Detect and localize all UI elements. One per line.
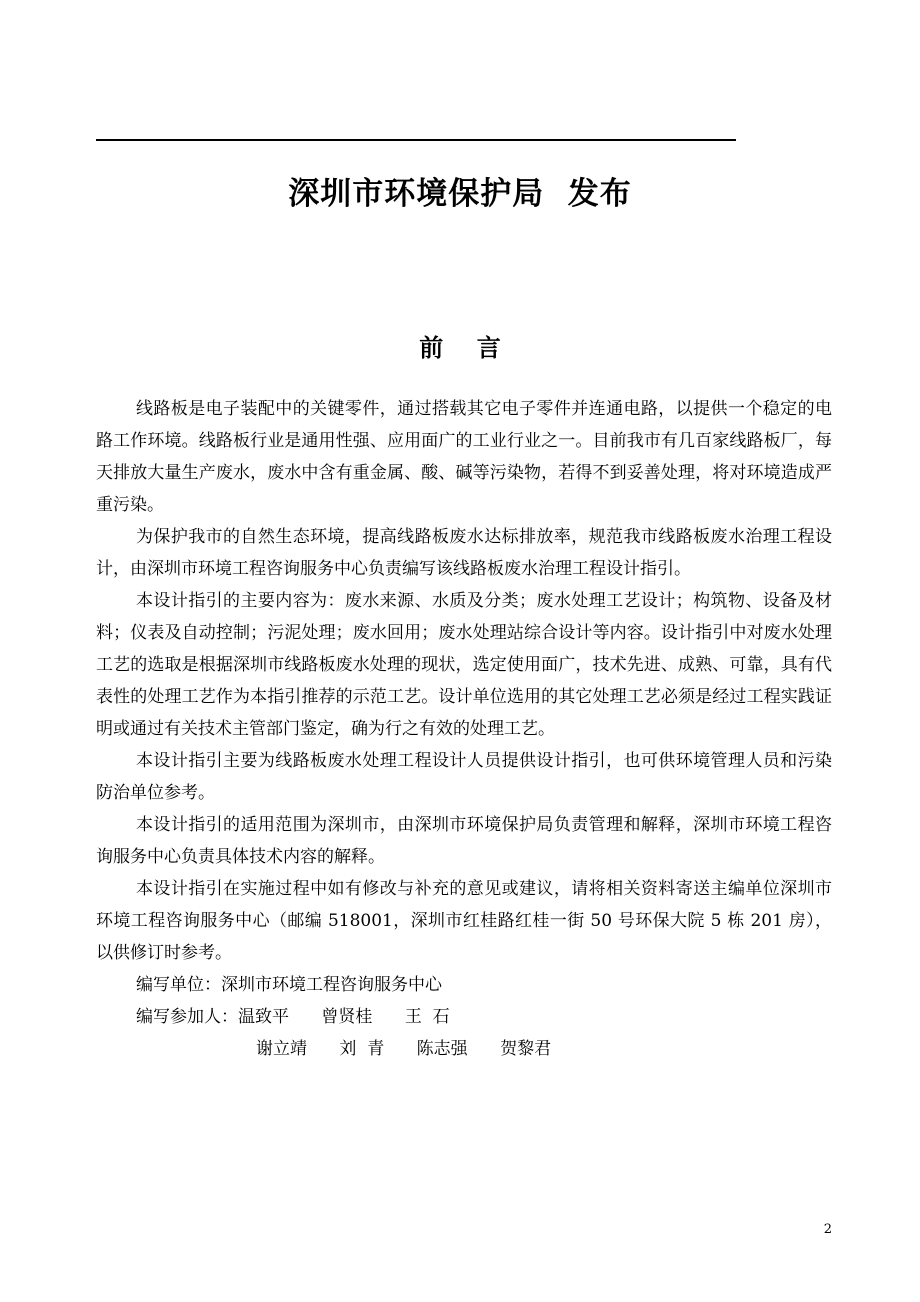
section-heading: 前 言: [419, 334, 501, 362]
document-body: [96, 393, 832, 1065]
page-number: 2: [823, 1222, 832, 1237]
compiler-line: 编写单位：深圳市环境工程咨询服务中心: [136, 975, 442, 995]
paragraph: 本设计指引的主要内容为：废水来源、水质及分类；废水处理工艺设计；构筑物、设备及材料；仪表及自动控制；污泥处理；废水回用；废水处理站综合设计等内容。设计指引中对废水处理工艺的选取是根据深圳市线路板废水处理的现状，选定使用面广，技术先进、成熟、可靠，具有代表性的处理工艺作为本指引推荐的示范工艺。设计单位选用的其它处理工艺必须是经过工程实践证明或通过有关技术主管部门鉴定，确为行之有效的处理工艺。: [96, 591, 832, 739]
header-rule: [96, 139, 736, 141]
publisher-line: 深圳市环境保护局 发布: [288, 176, 632, 212]
paragraph: 本设计指引主要为线路板废水处理工程设计人员提供设计指引，也可供环境管理人员和污染防治单位参考。: [96, 751, 832, 803]
participants-line: 谢立靖 刘 青 陈志强 贺黎君: [256, 1039, 552, 1059]
paragraph: 本设计指引的适用范围为深圳市，由深圳市环境保护局负责管理和解释，深圳市环境工程咨询服务中心负责具体技术内容的解释。: [96, 815, 832, 867]
paragraph: 本设计指引在实施过程中如有修改与补充的意见或建议，请将相关资料寄送主编单位深圳市环境工程咨询服务中心（邮编 518001，深圳市红桂路红桂一街 50 号环保大院 5 栋 201 房），以供修订时参考。: [96, 879, 832, 963]
participants-line: 编写参加人：温致平 曾贤桂 王 石: [136, 1007, 450, 1027]
paragraph: 为保护我市的自然生态环境，提高线路板废水达标排放率，规范我市线路板废水治理工程设计，由深圳市环境工程咨询服务中心负责编写该线路板废水治理工程设计指引。: [96, 527, 832, 579]
paragraph: 线路板是电子装配中的关键零件，通过搭载其它电子零件并连通电路，以提供一个稳定的电路工作环境。线路板行业是通用性强、应用面广的工业行业之一。目前我市有几百家线路板厂，每天排放大量生产废水，废水中含有重金属、酸、碱等污染物，若得不到妥善处理，将对环境造成严重污染。: [96, 399, 832, 515]
